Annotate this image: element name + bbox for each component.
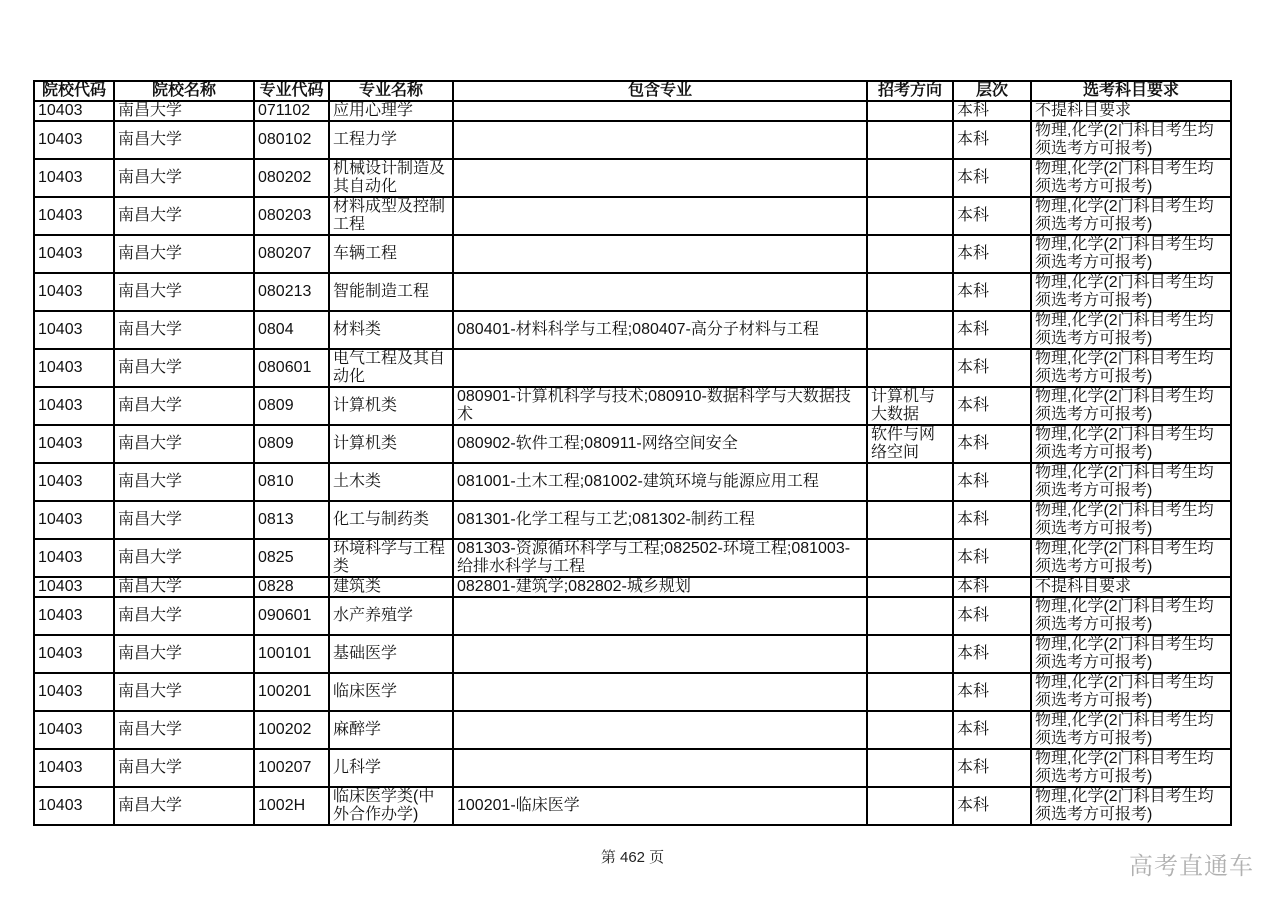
cell-included_majors [453,711,867,749]
cell-major_name: 车辆工程 [329,235,453,273]
table-row [34,577,1231,597]
cell-major_name: 临床医学 [329,673,453,711]
cell-subject_req: 物理,化学(2门科目考生均须选考方可报考) [1031,787,1231,825]
cell-major_code: 100101 [254,635,329,673]
cell-level: 本科 [953,121,1031,159]
cell-level: 本科 [953,635,1031,673]
cell-major_name: 环境科学与工程类 [329,539,453,577]
cell-major_name: 智能制造工程 [329,273,453,311]
cell-level: 本科 [953,311,1031,349]
cell-subject_req: 不提科目要求 [1031,577,1231,597]
cell-college_name: 南昌大学 [114,673,254,711]
cell-direction [867,311,953,349]
cell-major_name: 机械设计制造及其自动化 [329,159,453,197]
table-row [34,673,1231,711]
cell-college_code: 10403 [34,539,114,577]
cell-college_code: 10403 [34,273,114,311]
cell-subject_req: 物理,化学(2门科目考生均须选考方可报考) [1031,197,1231,235]
cell-subject_req: 物理,化学(2门科目考生均须选考方可报考) [1031,121,1231,159]
cell-direction [867,635,953,673]
cell-college_name: 南昌大学 [114,349,254,387]
cell-level: 本科 [953,463,1031,501]
cell-major_code: 0810 [254,463,329,501]
cell-college_name: 南昌大学 [114,787,254,825]
cell-major_name: 材料成型及控制工程 [329,197,453,235]
cell-major_code: 1002H [254,787,329,825]
table-row [34,635,1231,673]
cell-included_majors: 100201-临床医学 [453,787,867,825]
cell-major_code: 071102 [254,101,329,121]
cell-direction [867,349,953,387]
table-row [34,597,1231,635]
cell-included_majors: 080901-计算机科学与技术;080910-数据科学与大数据技术 [453,387,867,425]
cell-college_name: 南昌大学 [114,539,254,577]
cell-subject_req: 物理,化学(2门科目考生均须选考方可报考) [1031,349,1231,387]
cell-college_name: 南昌大学 [114,273,254,311]
cell-included_majors [453,235,867,273]
cell-college_name: 南昌大学 [114,387,254,425]
cell-included_majors: 080902-软件工程;080911-网络空间安全 [453,425,867,463]
column-header-college_code: 院校代码 [34,81,114,101]
table-row [34,539,1231,577]
cell-major_code: 080202 [254,159,329,197]
cell-subject_req: 物理,化学(2门科目考生均须选考方可报考) [1031,635,1231,673]
cell-major_name: 土木类 [329,463,453,501]
cell-major_code: 080207 [254,235,329,273]
cell-college_code: 10403 [34,101,114,121]
cell-subject_req: 物理,化学(2门科目考生均须选考方可报考) [1031,235,1231,273]
column-header-subject_req: 选考科目要求 [1031,81,1231,101]
table-row [34,273,1231,311]
cell-level: 本科 [953,539,1031,577]
cell-level: 本科 [953,711,1031,749]
table-row [34,101,1231,121]
cell-major_code: 100207 [254,749,329,787]
cell-college_code: 10403 [34,311,114,349]
table-row [34,197,1231,235]
cell-level: 本科 [953,235,1031,273]
cell-level: 本科 [953,159,1031,197]
cell-included_majors: 082801-建筑学;082802-城乡规划 [453,577,867,597]
cell-direction: 软件与网络空间 [867,425,953,463]
cell-major_code: 0813 [254,501,329,539]
cell-included_majors: 081301-化学工程与工艺;081302-制药工程 [453,501,867,539]
cell-college_name: 南昌大学 [114,121,254,159]
cell-college_name: 南昌大学 [114,311,254,349]
cell-subject_req: 物理,化学(2门科目考生均须选考方可报考) [1031,597,1231,635]
table-row [34,311,1231,349]
cell-college_code: 10403 [34,463,114,501]
cell-major_code: 080601 [254,349,329,387]
cell-level: 本科 [953,577,1031,597]
majors-table [33,80,1232,826]
cell-college_code: 10403 [34,635,114,673]
cell-college_name: 南昌大学 [114,749,254,787]
column-header-included_majors: 包含专业 [453,81,867,101]
table-row [34,235,1231,273]
cell-major_name: 临床医学类(中外合作办学) [329,787,453,825]
page-number: 第 462 页 [600,849,665,866]
cell-college_name: 南昌大学 [114,463,254,501]
cell-college_code: 10403 [34,577,114,597]
cell-direction [867,577,953,597]
cell-college_code: 10403 [34,235,114,273]
cell-college_code: 10403 [34,597,114,635]
cell-major_name: 工程力学 [329,121,453,159]
cell-included_majors [453,749,867,787]
cell-level: 本科 [953,597,1031,635]
cell-direction [867,749,953,787]
cell-college_code: 10403 [34,425,114,463]
cell-level: 本科 [953,749,1031,787]
cell-major_name: 基础医学 [329,635,453,673]
cell-subject_req: 物理,化学(2门科目考生均须选考方可报考) [1031,387,1231,425]
cell-direction: 计算机与大数据 [867,387,953,425]
cell-subject_req: 物理,化学(2门科目考生均须选考方可报考) [1031,673,1231,711]
cell-level: 本科 [953,349,1031,387]
cell-subject_req: 物理,化学(2门科目考生均须选考方可报考) [1031,711,1231,749]
cell-major_code: 0809 [254,425,329,463]
cell-major_name: 化工与制药类 [329,501,453,539]
cell-college_code: 10403 [34,787,114,825]
cell-college_name: 南昌大学 [114,711,254,749]
cell-major_code: 0809 [254,387,329,425]
cell-college_name: 南昌大学 [114,197,254,235]
cell-subject_req: 物理,化学(2门科目考生均须选考方可报考) [1031,273,1231,311]
cell-subject_req: 物理,化学(2门科目考生均须选考方可报考) [1031,463,1231,501]
cell-subject_req: 物理,化学(2门科目考生均须选考方可报考) [1031,159,1231,197]
cell-college_name: 南昌大学 [114,597,254,635]
cell-level: 本科 [953,197,1031,235]
cell-major_code: 0804 [254,311,329,349]
table-body [34,101,1231,825]
cell-included_majors [453,101,867,121]
cell-college_name: 南昌大学 [114,501,254,539]
cell-level: 本科 [953,787,1031,825]
cell-major_code: 100202 [254,711,329,749]
cell-direction [867,197,953,235]
cell-major_name: 水产养殖学 [329,597,453,635]
cell-direction [867,159,953,197]
table-row [34,749,1231,787]
column-header-direction: 招考方向 [867,81,953,101]
table-row [34,387,1231,425]
cell-major_code: 100201 [254,673,329,711]
cell-included_majors [453,673,867,711]
cell-major_name: 应用心理学 [329,101,453,121]
cell-college_code: 10403 [34,749,114,787]
column-header-major_code: 专业代码 [254,81,329,101]
cell-included_majors [453,197,867,235]
cell-level: 本科 [953,425,1031,463]
cell-college_code: 10403 [34,501,114,539]
cell-college_code: 10403 [34,711,114,749]
cell-direction [867,235,953,273]
cell-major_name: 材料类 [329,311,453,349]
cell-included_majors [453,273,867,311]
table-row [34,787,1231,825]
cell-major_code: 080203 [254,197,329,235]
cell-subject_req: 物理,化学(2门科目考生均须选考方可报考) [1031,425,1231,463]
cell-subject_req: 物理,化学(2门科目考生均须选考方可报考) [1031,539,1231,577]
cell-direction [867,273,953,311]
table-row [34,711,1231,749]
cell-included_majors: 081001-土木工程;081002-建筑环境与能源应用工程 [453,463,867,501]
cell-college_code: 10403 [34,387,114,425]
cell-included_majors [453,159,867,197]
cell-included_majors: 081303-资源循环科学与工程;082502-环境工程;081003-给排水科学与工程 [453,539,867,577]
table-header-row [34,81,1231,101]
table-row [34,121,1231,159]
cell-major_code: 0828 [254,577,329,597]
table-row [34,159,1231,197]
cell-college_code: 10403 [34,197,114,235]
table-row [34,425,1231,463]
column-header-major_name: 专业名称 [329,81,453,101]
cell-college_code: 10403 [34,121,114,159]
cell-college_name: 南昌大学 [114,101,254,121]
cell-college_name: 南昌大学 [114,425,254,463]
cell-major_name: 麻醉学 [329,711,453,749]
cell-direction [867,539,953,577]
cell-direction [867,501,953,539]
cell-subject_req: 物理,化学(2门科目考生均须选考方可报考) [1031,311,1231,349]
cell-direction [867,597,953,635]
cell-college_code: 10403 [34,673,114,711]
cell-level: 本科 [953,501,1031,539]
cell-direction [867,463,953,501]
cell-major_code: 0825 [254,539,329,577]
cell-college_name: 南昌大学 [114,159,254,197]
cell-direction [867,787,953,825]
cell-major_name: 计算机类 [329,387,453,425]
column-header-college_name: 院校名称 [114,81,254,101]
cell-major_code: 090601 [254,597,329,635]
cell-college_code: 10403 [34,159,114,197]
watermark-logo: 高考直通车 [1129,853,1254,880]
cell-included_majors [453,635,867,673]
cell-included_majors [453,597,867,635]
cell-major_code: 080102 [254,121,329,159]
cell-included_majors [453,121,867,159]
cell-major_name: 建筑类 [329,577,453,597]
cell-major_name: 计算机类 [329,425,453,463]
cell-college_name: 南昌大学 [114,577,254,597]
cell-major_code: 080213 [254,273,329,311]
cell-direction [867,673,953,711]
cell-direction [867,101,953,121]
cell-subject_req: 物理,化学(2门科目考生均须选考方可报考) [1031,749,1231,787]
cell-level: 本科 [953,673,1031,711]
cell-level: 本科 [953,101,1031,121]
cell-included_majors [453,349,867,387]
cell-level: 本科 [953,387,1031,425]
cell-subject_req: 物理,化学(2门科目考生均须选考方可报考) [1031,501,1231,539]
cell-direction [867,121,953,159]
column-header-level: 层次 [953,81,1031,101]
table-row [34,463,1231,501]
table-row [34,501,1231,539]
cell-direction [867,711,953,749]
cell-college_code: 10403 [34,349,114,387]
cell-college_name: 南昌大学 [114,235,254,273]
table-row [34,349,1231,387]
cell-major_name: 儿科学 [329,749,453,787]
cell-subject_req: 不提科目要求 [1031,101,1231,121]
cell-major_name: 电气工程及其自动化 [329,349,453,387]
cell-level: 本科 [953,273,1031,311]
cell-college_name: 南昌大学 [114,635,254,673]
cell-included_majors: 080401-材料科学与工程;080407-高分子材料与工程 [453,311,867,349]
